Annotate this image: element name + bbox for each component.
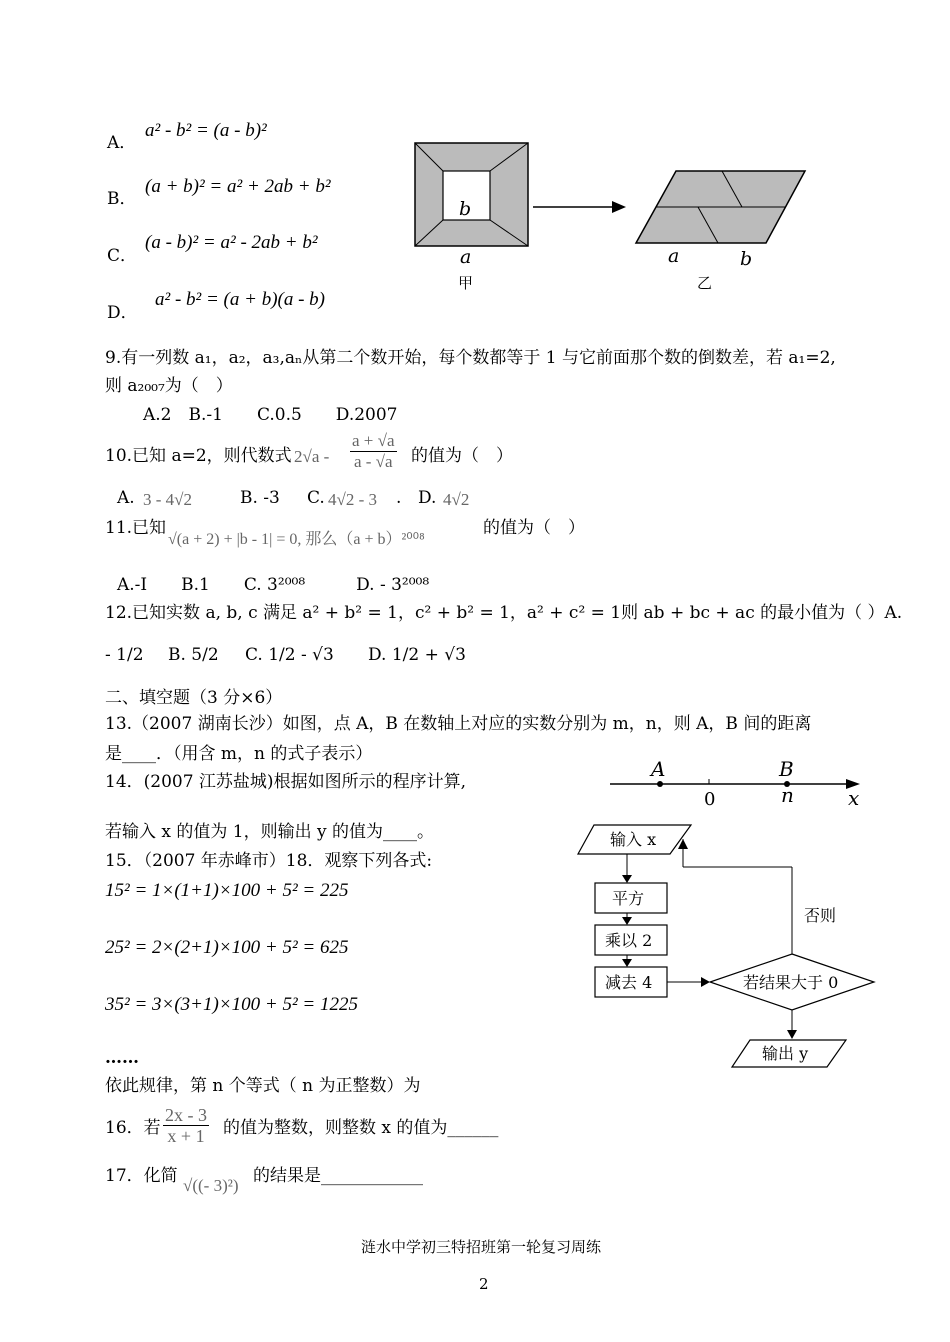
flow-arrow-icon — [622, 875, 632, 883]
q8-option-b-expr: (a + b)² = a² + 2ab + b² — [145, 176, 331, 197]
axis-label-x: x — [848, 786, 860, 810]
page-footer: 涟水中学初三特招班第一轮复习周练 — [361, 1238, 602, 1256]
axis-label-zero: 0 — [704, 789, 716, 810]
q15-equation-2: 25² = 2×(2+1)×100 + 5² = 625 — [105, 937, 349, 958]
q11-expr: √(a + 2) + |b - 1| = 0, 那么（a + b）²⁰⁰⁸ — [168, 531, 425, 548]
q10-frac-den: a - √a — [353, 452, 393, 471]
q15-equation-3: 35² = 3×(3+1)×100 + 5² = 1225 — [105, 994, 358, 1015]
q13-line-1: 13.（2007 湖南长沙）如图，点 A，B 在数轴上对应的实数分别为 m，n，则 A，B 间的距离 — [105, 714, 812, 734]
q8-option-b-label: B． — [107, 189, 137, 209]
q11-options: A.-I B.1 C. 3²⁰⁰⁸ D. - 3²⁰⁰⁸ — [117, 575, 430, 595]
fig-right-b-label: b — [740, 248, 753, 270]
q10-option-c-end: . — [396, 488, 402, 508]
flow-input-label: 输入 x — [610, 830, 657, 849]
program-flowchart — [570, 815, 880, 1080]
q8-option-a-label: A． — [107, 133, 137, 153]
q16-fraction — [163, 1105, 209, 1146]
q13-line-2: 是____．（用含 m，n 的式子表示） — [105, 744, 373, 764]
q12-stem: 12.已知实数 a, b, c 满足 a² + b² = 1，c² + b² = 1，a² + c² = 1则 ab + bc + ac 的最小值为（ ）A. — [105, 603, 903, 623]
q15-equation-1: 15² = 1×(1+1)×100 + 5² = 225 — [105, 880, 349, 901]
q11-suffix: 的值为（ ） — [483, 518, 585, 538]
flow-condition-label: 若结果大于 0 — [743, 973, 839, 992]
q10-option-a: A. — [117, 488, 135, 508]
q12-option-d: D. 1/2 + √3 — [368, 645, 466, 665]
fig-left-a-label: a — [460, 246, 472, 268]
fig-right-caption: 乙 — [697, 274, 713, 292]
q11-prefix: 11.已知 — [105, 518, 167, 538]
q15-ellipsis: …… — [105, 1048, 139, 1068]
q17-suffix: 的结果是____________ — [253, 1166, 423, 1186]
q12-option-b: B. 5/2 — [168, 645, 219, 665]
section-2-heading: 二、填空题（3 分×6） — [105, 688, 283, 708]
q10-suffix: 的值为（ ） — [411, 446, 513, 466]
q10-frac-num: a + √a — [352, 431, 395, 450]
q14-line-1: 14．(2007 江苏盐城)根据如图所示的程序计算, — [105, 772, 466, 792]
q8-option-c-expr: (a - b)² = a² - 2ab + b² — [145, 232, 318, 253]
arrow-head-icon — [612, 201, 626, 213]
flow-arrow-icon — [787, 1030, 797, 1039]
flow-output-label: 输出 y — [762, 1044, 809, 1063]
q16-frac-num: 2x - 3 — [165, 1105, 207, 1125]
point-a-dot — [657, 781, 663, 787]
q16-frac-den: x + 1 — [167, 1126, 205, 1146]
q10-option-b: B. -3 — [240, 488, 280, 508]
q17-expr: √((- 3)²) — [183, 1176, 239, 1195]
q15-rule: 依此规律，第 n 个等式（ n 为正整数）为 — [105, 1076, 421, 1096]
fig-right-a-label: a — [668, 245, 680, 267]
q10-option-c-value: 4√2 - 3 — [328, 490, 377, 509]
flow-arrow-icon — [622, 917, 632, 925]
q14-line-2: 若输入 x 的值为 1，则输出 y 的值为____。 — [105, 822, 435, 842]
q9-stem-2: 则 a₂₀₀₇为（ ） — [105, 376, 233, 396]
axis-label-n: n — [781, 783, 794, 807]
square-frame-figure — [415, 143, 528, 246]
axis-label-b: B — [779, 757, 794, 781]
q8-option-d-label: D． — [107, 303, 138, 323]
flow-arrow-icon — [622, 959, 632, 967]
q8-option-c-label: C． — [107, 246, 138, 266]
q10-fraction — [350, 431, 397, 472]
q9-stem: 9.有一列数 a₁，a₂，a₃,aₙ从第二个数开始，每个数都等于 1 与它前面那个数的倒数差，若 a₁=2, — [105, 348, 836, 368]
q9-options: A.2 B.-1 C.0.5 D.2007 — [143, 405, 398, 425]
q16-suffix: 的值为整数，则整数 x 的值为______ — [223, 1118, 499, 1138]
q15-line-1: 15．（2007 年赤峰市）18．观察下列各式: — [105, 851, 433, 871]
q12-option-a: - 1/2 — [105, 645, 144, 665]
q10-option-c: C. — [307, 488, 325, 508]
q10-prefix: 10.已知 a=2，则代数式 — [105, 446, 292, 466]
flow-else-label: 否则 — [804, 906, 837, 925]
flow-square-label: 平方 — [612, 889, 645, 908]
q10-option-d-value: 4√2 — [443, 490, 470, 509]
axis-label-a: A — [651, 757, 666, 781]
parallelogram-figure — [636, 171, 805, 243]
q8-figure — [400, 135, 820, 300]
fig-left-caption: 甲 — [458, 274, 474, 292]
q10-option-d: D. — [418, 488, 437, 508]
q16-prefix: 16．若 — [105, 1118, 161, 1138]
page-number: 2 — [479, 1275, 489, 1293]
flow-subtract-label: 减去 4 — [605, 973, 653, 992]
q10-option-a-value: 3 - 4√2 — [143, 490, 192, 509]
q12-option-c: C. 1/2 - √3 — [245, 645, 334, 665]
q17-prefix: 17．化简 — [105, 1166, 178, 1186]
fig-left-b-label: b — [459, 198, 472, 220]
number-line-figure — [605, 755, 875, 810]
q10-expr-lead: 2√a - — [294, 447, 330, 466]
flow-multiply-label: 乘以 2 — [605, 931, 653, 950]
q8-option-d-expr: a² - b² = (a + b)(a - b) — [155, 289, 325, 310]
q8-option-a-expr: a² - b² = (a - b)² — [145, 120, 267, 141]
